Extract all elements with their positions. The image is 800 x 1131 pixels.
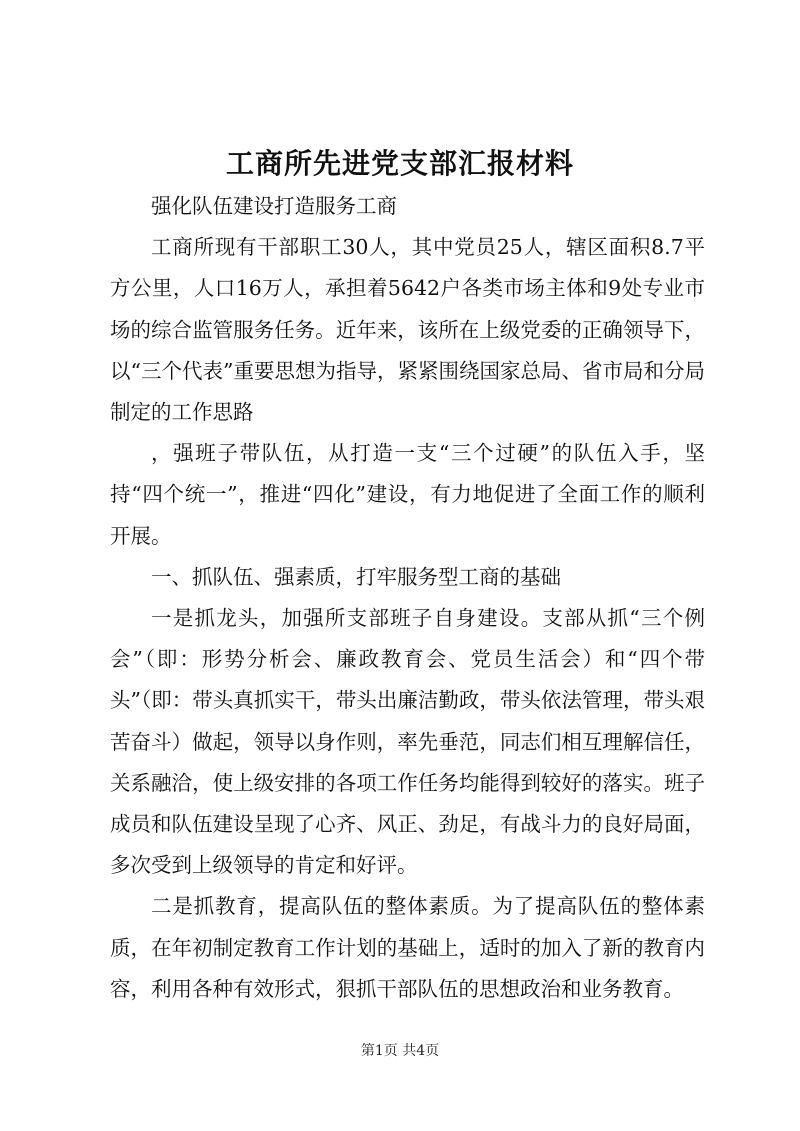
page-footer: 第1页 共4页: [360, 1043, 440, 1059]
body-paragraph: 一是抓龙头，加强所支部班子自身建设。支部从抓“三个例会”（即：形势分析会、廉政教育会、党员生活会）和“四个带头”（即：带头真抓实干，带头出廉洁勤政，带头依法管理，带头艰苦奋斗）做起，领导以身作则，率先垂范，同志们相互理解信任，关系融洽，使上级安排的各项工作任务均能得到较好的落实。班子成员和队伍建设呈现了心齐、风正、劲足，有战斗力的良好局面，多次受到上级领导的肯定和好评。: [110, 606, 705, 878]
body-paragraph: 二是抓教育，提高队伍的整体素质。为了提高队伍的整体素质，在年初制定教育工作计划的基础上，适时的加入了新的教育内容，利用各种有效形式，狠抓干部队伍的思想政治和业务教育。: [110, 894, 705, 1001]
document-body: [110, 186, 705, 1010]
body-paragraph: ，强班子带队伍，从打造一支“三个过硬”的队伍入手，坚持“四个统一”，推进“四化”建设，有力地促进了全面工作的顺利开展。: [110, 441, 705, 548]
body-paragraph: 工商所现有干部职工30人，其中党员25人，辖区面积8.7平方公里，人口16万人，承担着5642户各类市场主体和9处专业市场的综合监管服务任务。近年来，该所在上级党委的正确领导下，以“三个代表”重要思想为指导，紧紧围绕国家总局、省市局和分局制定的工作思路: [110, 235, 705, 425]
subtitle-paragraph: 强化队伍建设打造服务工商: [151, 194, 397, 218]
document-title: 工商所先进党支部汇报材料: [225, 147, 574, 180]
section-heading: 一、抓队伍、强素质，打牢服务型工商的基础: [151, 564, 561, 589]
